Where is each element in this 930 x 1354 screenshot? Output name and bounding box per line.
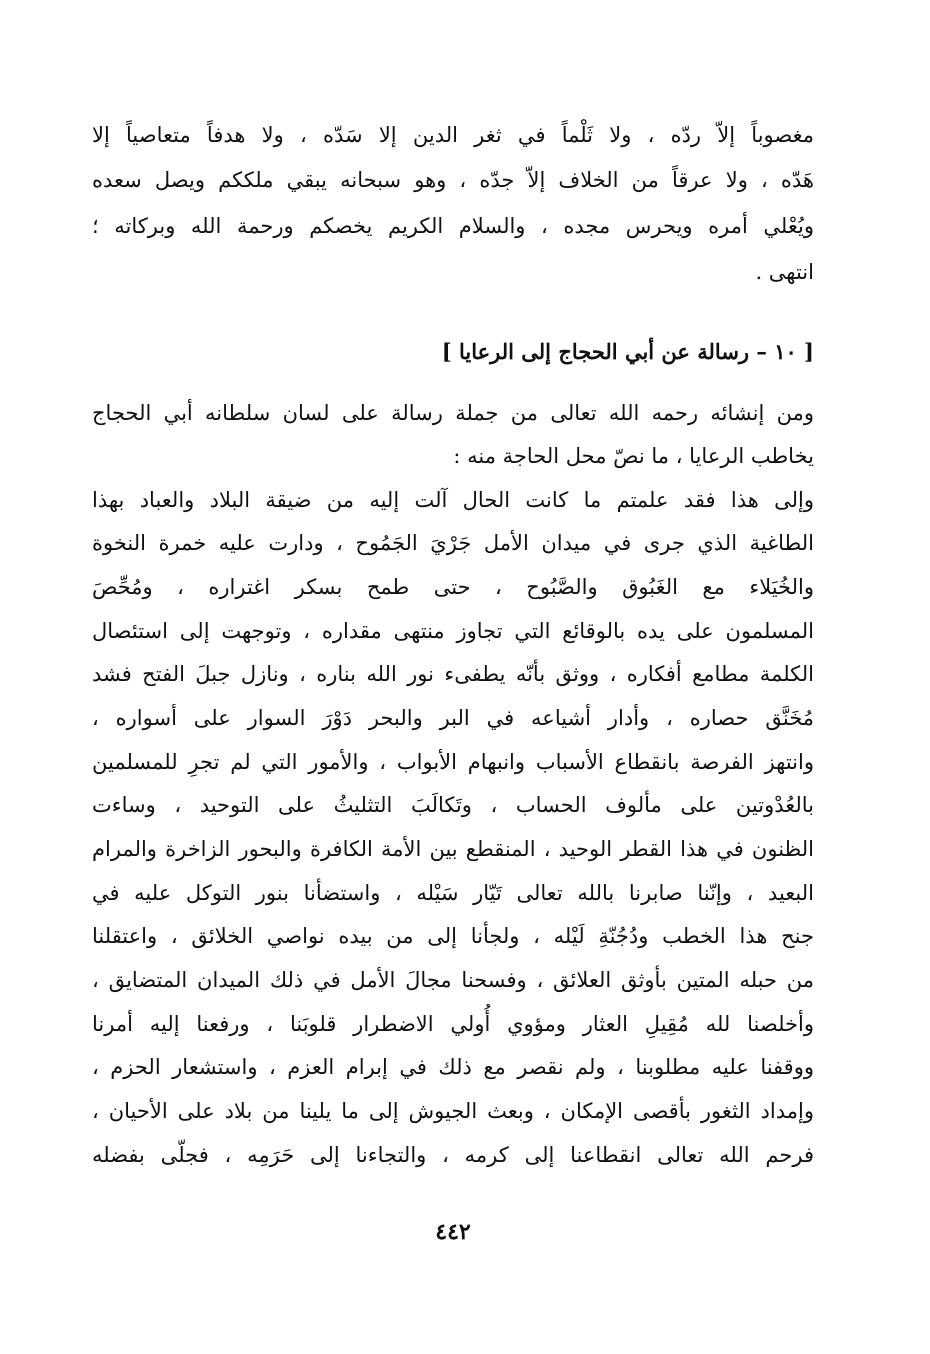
paragraph-line: وأخلصنا لله مُقِيلِ العثار ومؤوي أُولي الاضطرار قلوبَنا ، ورفعنا إليه أمرنا [92,1012,814,1036]
paragraph-line: جنح هذا الخطب ودُجُنّةِ لَيْله ، ولجأنا إلى من بيده نواصي الخلائق ، واعتقلنا [92,924,814,948]
paragraph-line: انتهى . [755,260,814,284]
paragraph-line: الكلمة مطامع أفكاره ، ووثق بأنّه يطفىء نور الله بناره ، ونازل جبلَ الفتح فشد [92,662,814,686]
paragraph-line: ويُعْلي أمره ويحرس مجده ، والسلام الكريم يخصكم ورحمة الله وبركاته ؛ [92,214,814,238]
paragraph-line: مغصوباً إلاّ ردّه ، ولا ثَلْماً في ثغر الدين إلا سَدّه ، ولا هدفاً متعاصياً إلا [92,123,814,147]
paragraph-line: بالعُدْوتين على مألوف الحساب ، وتَكالَبَ التثليثُ على التوحيد ، وساءت [92,793,814,817]
paragraph-line: مُخَنَّق حصاره ، وأدار أشياعه في البر والبحر دَوْرَ السوار على أسواره ، [92,706,814,730]
paragraph-line: هَدّه ، ولا عرقاً من الخلاف إلاّ جدّه ، وهو سبحانه يبقي ملككم ويصل سعده [92,168,814,192]
paragraph-line: الظنون في هذا القطر الوحيد ، المنقطع بين الأمة الكافرة والبحور الزاخرة والمرام [92,837,814,861]
paragraph-line: وإمداد الثغور بأقصى الإمكان ، وبعث الجيوش إلى ما يلينا من بلاد على الأحيان ، [92,1099,814,1123]
paragraph-line: ووقفنا عليه مطلوبنا ، ولم نقصر مع ذلك في إبرام العزم ، واستشعار الحزم ، [92,1055,814,1079]
paragraph-line: وإلى هذا فقد علمتم ما كانت الحال آلت إليه من ضيقة البلاد والعباد بهذا [92,488,814,512]
paragraph-line: الطاغية الذي جرى في ميدان الأمل جَرْيَ الجَمُوح ، ودارت عليه خمرة النخوة [92,531,814,555]
page-number: ٤٤٢ [435,1219,471,1245]
paragraph-line: والخُيَلاء مع الغَبُوق والصَّبُوح ، حتى طمح بسكر اغتراره ، ومُحِّصَ [92,575,814,599]
book-page [92,0,814,1354]
paragraph-line: من حبله المتين بأوثق العلائق ، وفسحنا مجالَ الأمل في ذلك الميدان المتضايق ، [92,968,814,992]
paragraph-line: البعيد ، وإنّنا صابرنا بالله تعالى تَيّار سَيْله ، واستضأنا بنور التوكل عليه في [92,881,814,905]
section-heading: [ ١٠ – رسالة عن أبي الحجاج إلى الرعايا ] [441,339,814,364]
paragraph-line: المسلمون على يده بالوقائع التي تجاوز منتهى مقداره ، وتوجهت إلى استئصال [92,619,814,643]
paragraph-line: فرحم الله تعالى انقطاعنا إلى كرمه ، والتجاءنا إلى حَرَمِه ، فجلّى بفضله [92,1143,814,1167]
paragraph-line: وانتهز الفرصة بانقطاع الأسباب وانبهام الأبواب ، والأمور التي لم تجرِ للمسلمين [92,750,814,774]
paragraph-line: ومن إنشائه رحمه الله تعالى من جملة رسالة على لسان سلطانه أبي الحجاج [92,401,814,425]
paragraph-line: يخاطب الرعايا ، ما نصّ محل الحاجة منه : [453,444,814,468]
